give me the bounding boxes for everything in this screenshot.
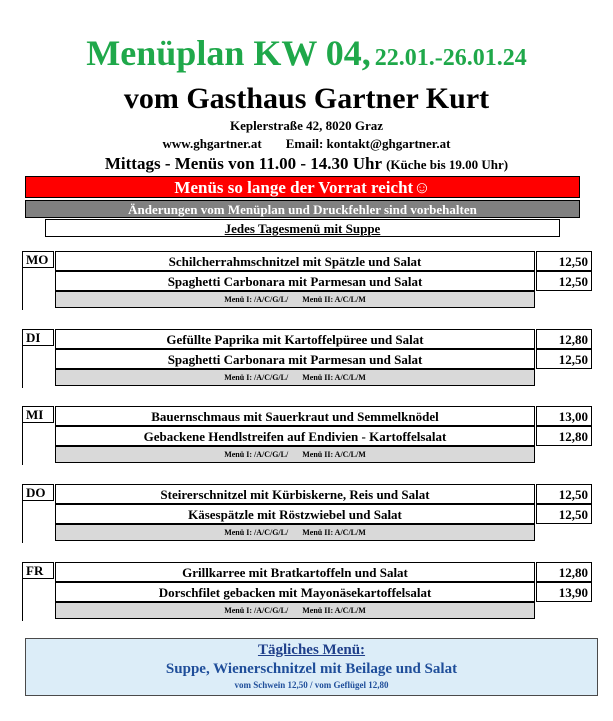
address: Keplerstraße 42, 8020 Graz bbox=[229, 118, 384, 133]
soup-banner: Jedes Tagesmenü mit Suppe bbox=[45, 219, 560, 237]
hours-note: (Küche bis 19.00 Uhr) bbox=[386, 157, 509, 172]
day-label: FR bbox=[22, 562, 54, 579]
allergen-menu-1: Menü I: /A/C/G/L/ bbox=[224, 528, 289, 537]
dish-2: Gebackene Hendlstreifen auf Endivien - Kartoffelsalat bbox=[55, 426, 535, 446]
contact-line bbox=[0, 136, 613, 152]
dish-1: Grillkarree mit Bratkartoffeln und Salat bbox=[55, 562, 535, 582]
dish-2: Spaghetti Carbonara mit Parmesan und Salat bbox=[55, 349, 535, 369]
price-1: 12,80 bbox=[536, 329, 592, 349]
price-2: 12,80 bbox=[536, 426, 592, 446]
allergen-menu-1: Menü I: /A/C/G/L/ bbox=[224, 295, 289, 304]
allergen-menu-2: Menü II: A/C/L/M bbox=[302, 528, 366, 537]
day-left-rule bbox=[22, 268, 23, 310]
stock-banner: Menüs so lange der Vorrat reicht☺ bbox=[25, 176, 580, 198]
dish-1: Bauernschmaus mit Sauerkraut und Semmelknödel bbox=[55, 406, 535, 426]
title-week: Menüplan KW 04, bbox=[86, 33, 371, 73]
allergen-row bbox=[55, 602, 535, 619]
day-left-rule bbox=[22, 579, 23, 621]
allergen-menu-1: Menü I: /A/C/G/L/ bbox=[224, 450, 289, 459]
dish-2: Käsespätzle mit Röstzwiebel und Salat bbox=[55, 504, 535, 524]
price-1: 13,00 bbox=[536, 406, 592, 426]
hours-main: Mittags - Menüs von 11.00 - 14.30 Uhr bbox=[104, 154, 383, 173]
daily-menu-text: Suppe, Wienerschnitzel mit Beilage und Salat bbox=[165, 661, 458, 677]
email-link[interactable]: Email: kontakt@ghgartner.at bbox=[285, 136, 451, 151]
disclaimer-banner: Änderungen vom Menüplan und Druckfehler sind vorbehalten bbox=[25, 200, 580, 218]
allergen-menu-2: Menü II: A/C/L/M bbox=[302, 295, 366, 304]
allergen-menu-1: Menü I: /A/C/G/L/ bbox=[224, 373, 289, 382]
day-label: DI bbox=[22, 329, 54, 346]
price-2: 12,50 bbox=[536, 504, 592, 524]
title-dates: 22.01.-26.01.24 bbox=[374, 45, 527, 71]
allergen-row bbox=[55, 369, 535, 386]
allergen-menu-1: Menü I: /A/C/G/L/ bbox=[224, 606, 289, 615]
price-2: 12,50 bbox=[536, 271, 592, 291]
page-title bbox=[0, 32, 613, 74]
allergen-row bbox=[55, 524, 535, 541]
daily-menu-prices: vom Schwein 12,50 / vom Geflügel 12,80 bbox=[234, 680, 389, 690]
dish-1: Gefüllte Paprika mit Kartoffelpüree und Salat bbox=[55, 329, 535, 349]
day-label: MI bbox=[22, 406, 54, 423]
price-1: 12,50 bbox=[536, 251, 592, 271]
restaurant-name: vom Gasthaus Gartner Kurt bbox=[123, 82, 490, 115]
allergen-row bbox=[55, 291, 535, 308]
allergen-menu-2: Menü II: A/C/L/M bbox=[302, 450, 366, 459]
daily-menu-heading: Tägliches Menü: bbox=[257, 642, 366, 658]
price-2: 13,90 bbox=[536, 582, 592, 602]
dish-2: Dorschfilet gebacken mit Mayonäsekartoffelsalat bbox=[55, 582, 535, 602]
website-link[interactable]: www.ghgartner.at bbox=[162, 136, 262, 151]
day-label: DO bbox=[22, 484, 54, 501]
price-2: 12,50 bbox=[536, 349, 592, 369]
allergen-row bbox=[55, 446, 535, 463]
day-left-rule bbox=[22, 501, 23, 543]
day-left-rule bbox=[22, 423, 23, 465]
daily-menu-box bbox=[25, 638, 598, 696]
allergen-menu-2: Menü II: A/C/L/M bbox=[302, 606, 366, 615]
day-left-rule bbox=[22, 346, 23, 388]
dish-2: Spaghetti Carbonara mit Parmesan und Salat bbox=[55, 271, 535, 291]
dish-1: Schilcherrahmschnitzel mit Spätzle und Salat bbox=[55, 251, 535, 271]
allergen-menu-2: Menü II: A/C/L/M bbox=[302, 373, 366, 382]
dish-1: Steirerschnitzel mit Kürbiskerne, Reis und Salat bbox=[55, 484, 535, 504]
opening-hours bbox=[0, 154, 613, 174]
day-label: MO bbox=[22, 251, 54, 268]
price-1: 12,50 bbox=[536, 484, 592, 504]
price-1: 12,80 bbox=[536, 562, 592, 582]
